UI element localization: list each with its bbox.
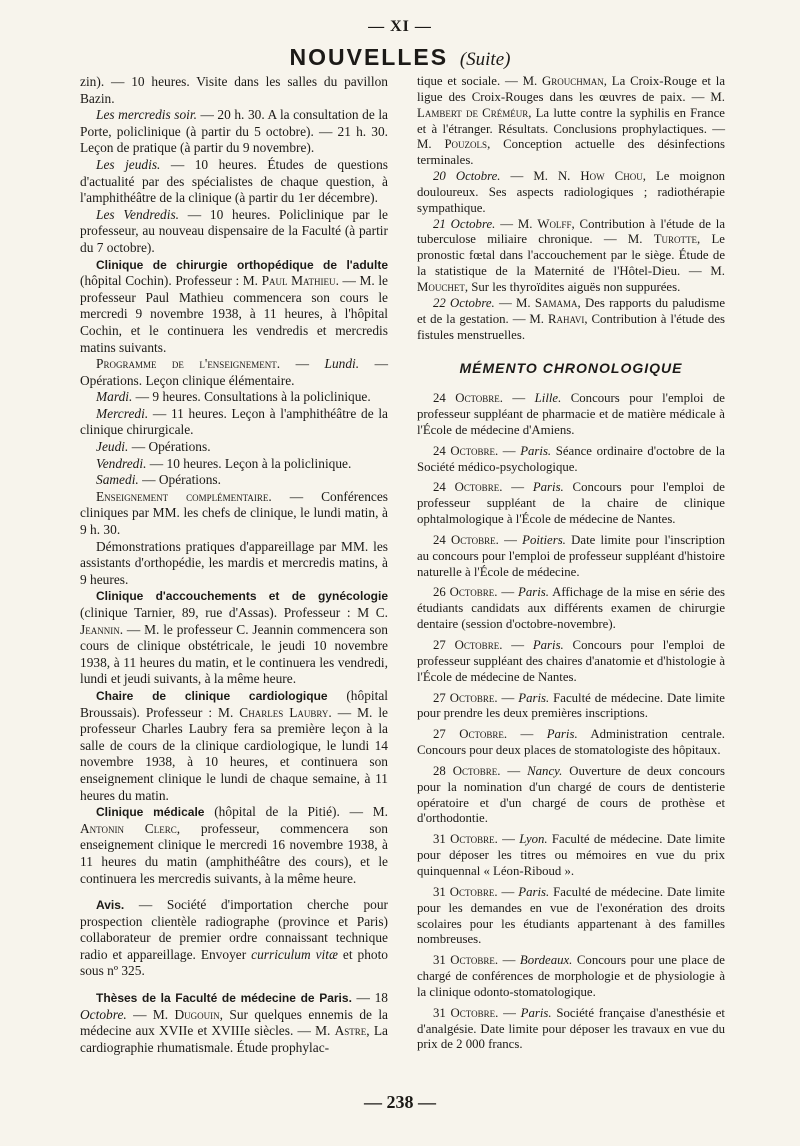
paragraph-accouchements: Clinique d'accouchements et de gynécologie (clinique Tarnier, 89, rue d'Assas). Professeur : M C. Jeannin. — M. le professeur C. Jeannin commencera son cours de clinique obstétricale, le jeudi 10 novembre 1938, à 11 heures du matin, et le continuera les vendredi, lundi et jeudi suivants, à la même heure. bbox=[80, 589, 388, 687]
memento-entry: 31 Octobre. — Paris. Société française d'anesthésie et d'analgésie. Date limite pour déposer les travaux en vue du prix de 2 000 francs. bbox=[417, 1005, 725, 1052]
section-title-suite: (Suite) bbox=[459, 49, 511, 70]
paragraph: Jeudi. — Opérations. bbox=[96, 439, 211, 455]
memento-entry: 31 Octobre. — Lyon. Faculté de médecine. Date limite pour déposer les titres ou mémoires en vue du prix quinquennal « Léon-Riboud ». bbox=[417, 832, 725, 878]
paragraph: Programme de l'enseignement. — Lundi. — Opérations. Leçon clinique élémentaire. bbox=[80, 356, 388, 388]
paragraph-avis: Avis. — Société d'importation cherche pour prospection clientèle radiographe (province et Paris) collaborateur de premier ordre connaissant technique radio et appareillage. Envoyer curriculum vitæ et photo sous nº 325. bbox=[80, 897, 388, 979]
memento-entry: 24 Octobre. — Poitiers. Date limite pour l'inscription au concours pour l'emploi de professeur suppléant d'histoire naturelle à l'École de médecine. bbox=[417, 532, 725, 579]
paragraph-theses: Thèses de la Faculté de médecine de Paris. — 18 Octobre. — M. Dugouin, Sur quelques ennemis de la médecine aux XVIIe et XVIIIe siècles. — M. Astre, La cardiographie rhumatismale. Étude prophylac- bbox=[80, 990, 388, 1055]
paragraph: zin). — 10 heures. Visite dans les salles du pavillon Bazin. bbox=[80, 74, 388, 106]
page-roman-numeral: — XI — bbox=[368, 18, 432, 35]
paragraph: 21 Octobre. — M. Wolff, Contribution à l'étude de la tuberculose miliaire chronique. — M. Turotte, Le pronostic fœtal dans l'accouchement par le siège. Étude de la statistique de la Maternité de l'Hôtel-Dieu. — M. Mouchet, Sur les thyroïdites aiguës non suppurées. bbox=[417, 216, 726, 294]
paragraph: Démonstrations pratiques d'appareillage par MM. les assistants d'orthopédie, les mardis et mercredis matins, à 9 heures. bbox=[80, 538, 388, 587]
paragraph: Vendredi. — 10 heures. Leçon à la policlinique. bbox=[96, 455, 352, 471]
left-column bbox=[80, 74, 388, 1056]
paragraph-orthopedie: Clinique de chirurgie orthopédique de l'adulte (hôpital Cochin). Professeur : M. Paul Mathieu. — M. le professeur Paul Mathieu commencera son cours le mercredi 9 novembre 1938, à 11 heures, à l'hôpital Cochin, et le continuera les vendredis et mercredis matins suivants. bbox=[80, 257, 389, 355]
paragraph: Samedi. — Opérations. bbox=[96, 472, 221, 488]
page-number: — 238 — bbox=[364, 1092, 436, 1112]
paragraph: Enseignement complémentaire. — Conférences cliniques par MM. les chefs de clinique, le lundi matin, à 9 h. 30. bbox=[80, 488, 388, 538]
memento-entry: 27 Octobre. — Paris. Administration centrale. Concours pour deux places de stomatologiste des hôpitaux. bbox=[417, 727, 726, 758]
paragraph: Les jeudis. — 10 heures. Études de questions d'actualité par des spécialistes de chaque question, à l'amphithéâtre de la clinique (à partir du 1er décembre). bbox=[80, 156, 388, 206]
section-title-main: NOUVELLES bbox=[289, 44, 449, 70]
memento-entry: 28 Octobre. — Nancy. Ouverture de deux concours pour la nomination d'un chargé de cours de dentisterie opératoire et d'un chargé de cours de prothèse et d'orthodontie. bbox=[417, 763, 725, 826]
paragraph: tique et sociale. — M. Grouchman, La Croix-Rouge et la ligue des Croix-Rouges dans les œuvres de paix. — M. Lambert de Créméur, La lutte contre la syphilis en France et à l'étranger. Résultats. Conclusions prophylactiques. — M. Pouzols, Conception actuelle des désinfections terminales. bbox=[417, 74, 726, 168]
paragraph: Mercredi. — 11 heures. Leçon à l'amphithéâtre de la clinique chirurgicale. bbox=[80, 405, 388, 438]
memento-entry: 24 Octobre. — Lille. Concours pour l'emploi de professeur suppléant de pharmacie et de matière médicale à l'École de médecine d'Amiens. bbox=[417, 391, 725, 437]
memento-entry: 27 Octobre. — Paris. Faculté de médecine. Date limite pour prendre les deux premières inscriptions. bbox=[417, 690, 725, 721]
right-column bbox=[417, 74, 725, 1058]
paragraph: Mardi. — 9 heures. Consultations à la policlinique. bbox=[96, 389, 371, 405]
paragraph: 22 Octobre. — M. Samama, Des rapports du paludisme et de la gestation. — M. Rahavi, Contribution à l'étude des fistules menstruelles. bbox=[417, 295, 725, 342]
section-title bbox=[0, 44, 800, 71]
paragraph-cardiologique: Chaire de clinique cardiologique (hôpital Broussais). Professeur : M. Charles Laubry. — M. le professeur Charles Laubry fera sa première leçon à la salle de cours de la clinique cardiologique, le lundi 14 novembre 1938, à 10 heures, et continuera son enseignement clinique le lundi de chaque semaine, à 11 heures du matin. bbox=[80, 687, 388, 803]
memento-list bbox=[417, 391, 725, 1053]
memento-entry: 24 Octobre. — Paris. Concours pour l'emploi de professeur suppléant de la chaire de clinique ophtalmologique à l'École de médecine de Nantes. bbox=[417, 480, 725, 527]
paragraph-clinique-medicale: Clinique médicale (hôpital de la Pitié). — M. Antonin Clerc, professeur, commencera son enseignement clinique le mercredi 16 novembre 1938, à 11 heures du matin (amphithéâtre des cours), et le continuera les mercredis suivants, à la même heure. bbox=[80, 804, 388, 886]
memento-entry: 26 Octobre. — Paris. Affichage de la mise en série des étudiants candidats aux différents examen de chirurgie dentaire (session d'octobre-novembre). bbox=[417, 585, 726, 632]
memento-entry: 31 Octobre. — Paris. Faculté de médecine. Date limite pour les demandes en vue de l'exonération des droits scolaires pour les étudiants appartenant à des familles nombreuses. bbox=[417, 884, 725, 947]
memento-title: MÉMENTO CHRONOLOGIQUE bbox=[459, 360, 683, 377]
memento-entry: 27 Octobre. — Paris. Concours pour l'emploi de professeur suppléant des chaires d'anatomie et d'histologie à l'École de médecine de Nantes. bbox=[417, 638, 725, 684]
paragraph: 20 Octobre. — M. N. How Chou, Le moignon douloureux. Ses aspects radiologiques ; radiothérapie sympathique. bbox=[417, 169, 725, 215]
memento-entry: 31 Octobre. — Bordeaux. Concours pour une place de chargé de conférences de morphologie et de physiologie à la clinique odonto-stomatologique. bbox=[417, 953, 725, 999]
paragraph: Les Vendredis. — 10 heures. Policlinique par le professeur, au nouveau dispensaire de la Faculté (à partir du 7 octobre). bbox=[80, 206, 388, 255]
paragraph: Les mercredis soir. — 20 h. 30. A la consultation de la Porte, policlinique (à partir du 5 octobre). — 21 h. 30. Leçon de pratique (à partir du 9 novembre). bbox=[80, 107, 388, 156]
memento-entry: 24 Octobre. — Paris. Séance ordinaire d'octobre de la Société médico-psychologique. bbox=[417, 443, 725, 474]
